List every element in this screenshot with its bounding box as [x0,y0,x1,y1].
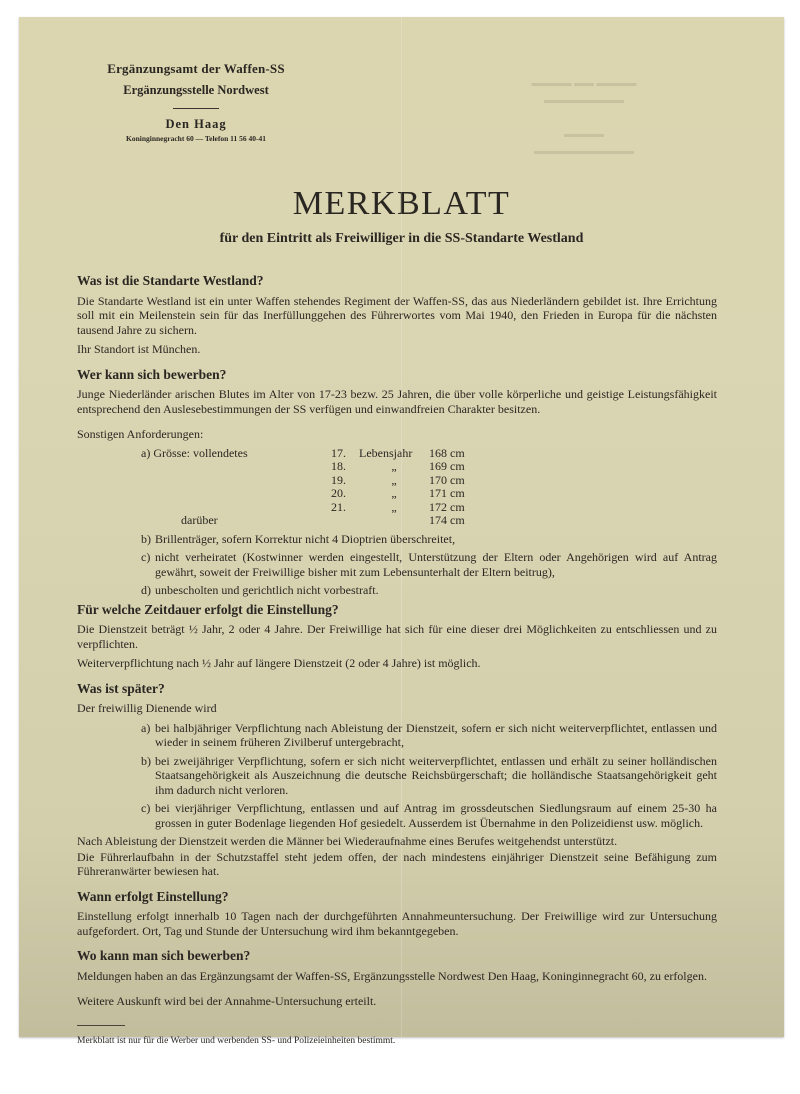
list-item: b) bei zweijähriger Verpflichtung, sofern er sich nicht weiterverpflichtet, entlassen und erhält zu seiner holländischen Staatsangehörigkeit als Auszeichnung die deutsche Reichsbürgerschaft; die holländische Staatsangehörigkeit geht ihm dadurch nicht verloren. [141,753,717,797]
paragraph: Die Standarte Westland ist ein unter Waffen stehendes Regiment der Waffen-SS, das aus Niederländern gebildet ist. Ihre Errichtung soll mit ein Meilenstein sein für das Inerfüllunggehen des Führerwortes vom Mai 1940, den Frieden in Europa für die nächsten tausend Jahre zu sichern. [77,293,717,337]
paragraph: Junge Niederländer arischen Blutes im Alter von 17-23 bezw. 25 Jahren, die über volle körperliche und geistige Leistungsfähigkeit entsprechend den Auslesebestimmungen der SS verfügen und einwandfreien Charakter besitzen. [77,387,717,416]
letterhead-city: Den Haag [165,117,227,131]
list-item: d) unbescholten und gerichtlich nicht vorbestraft. [141,583,379,597]
section-heading: Wer kann sich bewerben? [77,366,227,382]
paragraph: Weitere Auskunft wird bei der Annahme-Untersuchung erteilt. [77,994,377,1008]
paragraph: Weiterverpflichtung nach ½ Jahr auf längere Dienstzeit (2 oder 4 Jahre) ist möglich. [77,656,481,670]
list-item: c) nicht verheiratet (Kostwinner werden eingestellt, Unterstützung der Eltern oder Angehörigen wird auf Antrag gewährt, soweit der Freiwillige bisher mit zum Lebensunterhalt der Eltern beitrug), [141,550,717,579]
section-heading: Wo kann man sich bewerben? [77,948,251,963]
footnote-divider [77,1025,125,1026]
section-heading: Was ist die Standarte Westland? [77,273,264,288]
letterhead-branch: Ergänzungsstelle Nordwest [123,83,269,97]
letterhead-office: Ergänzungsamt der Waffen-SS [107,61,285,76]
paragraph: Meldungen haben an das Ergänzungsamt der Waffen-SS, Ergänzungsstelle Nordwest Den Haag, Koninginnegracht 60, zu erfolgen. [77,968,707,983]
paragraph: Der freiwillig Dienende wird [77,701,217,715]
section-later [75,682,717,879]
section-standarte [75,274,717,357]
paragraph: Nach Ableistung der Dienstzeit werden die Männer bei Wiederaufnahme eines Berufes weitgehendst unterstützt. [77,834,618,848]
page-title: MERKBLATT [292,185,511,222]
document-body [75,274,717,1048]
list-item: b) Brillenträger, sofern Korrektur nicht 4 Dioptrien überschreitet, [141,531,456,546]
table-row: 21. „ 172 cm [331,499,465,514]
outcomes-list [141,721,717,831]
section-heading: Was ist später? [77,680,165,696]
list-item: c) bei vierjähriger Verpflichtung, entlassen und auf Antrag im grossdeutschen Siedlungsraum auf einem 25-30 ha grossen in guter Bodenlage liegenden Hof gesiedelt. Ausserdem ist Übernahme in den Polizeidienst usw. möglich. [141,801,717,830]
section-hiring [75,890,717,939]
paragraph: Ihr Standort ist München. [77,342,201,356]
section-heading: Für welche Zeitdauer erfolgt die Einstellung? [77,601,339,617]
table-row: a) Grösse: vollendetes 17. Lebensjahr 168 cm [141,445,465,460]
list-item: a) bei halbjähriger Verpflichtung nach Ableistung der Dienstzeit, sofern er sich nicht weiterverpflichtet, entlassen und wieder in seinem früheren Zivilberuf untergebracht, [141,720,717,749]
page-subtitle: für den Eintritt als Freiwilliger in die SS-Standarte Westland [219,231,584,246]
document-page [19,17,784,1046]
section-heading: Wann erfolgt Einstellung? [77,888,229,904]
requirements-label: Sonstigen Anforderungen: [77,427,204,441]
paragraph: Einstellung erfolgt innerhalb 10 Tagen nach der durchgeführten Annahmeuntersuchung. Der Freiwillige wird zur Untersuchung aufgefordert. Ort, Tag und Stunde der Untersuchung wird ihm bekanntgegeben. [77,909,717,938]
show-through-text: ▬▬▬▬ ▬▬ ▬▬▬▬ ▬▬▬▬▬▬▬▬ ▬▬▬▬ ▬▬▬▬▬▬▬▬▬▬ [531,78,637,157]
paragraph: Die Dienstzeit beträgt ½ Jahr, 2 oder 4 Jahre. Der Freiwillige hat sich für eine dieser drei Möglichkeiten zu entschliessen und zu verpflichten. [77,622,717,651]
letterhead-divider [173,108,219,109]
height-requirements-table [141,447,469,528]
requirements-list [141,532,717,598]
table-row: darüber 174 cm [181,513,465,527]
paragraph: Die Führerlaufbahn in der Schutzstaffel steht jedem offen, der nach mindestens einjähriger Dienstzeit seine Befähigung zum Führeranwärter bewiesen hat. [77,849,717,878]
section-eligibility [75,368,717,598]
letterhead [71,61,321,143]
table-row: 20. „ 171 cm [331,486,465,500]
section-duration [75,603,717,671]
table-row: 19. „ 170 cm [331,472,465,487]
footnote: Merkblatt ist nur für die Werber und werbenden SS- und Polizeieinheiten bestimmt. [77,1035,396,1046]
table-row: 18. „ 169 cm [331,459,465,473]
letterhead-address: Koninginnegracht 60 — Telefon 11 56 40-41 [125,134,266,143]
section-apply [75,949,717,1009]
